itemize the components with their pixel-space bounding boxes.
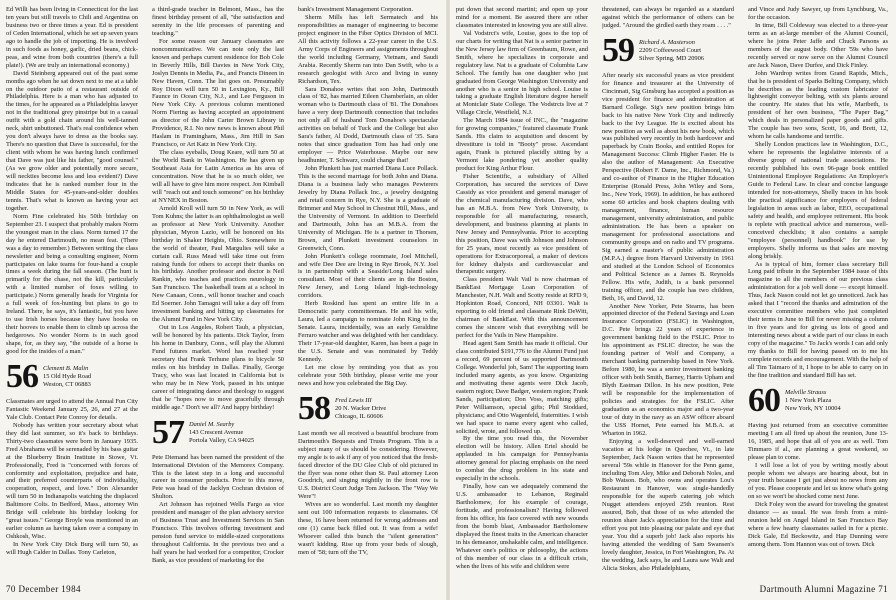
- class-number: 59: [602, 31, 634, 69]
- column-paragraph: Fisher Scientific, a subsidiary of Allied Corporation, has secured the services of Dave Cassidy as vice president and general manager of the chemical manufacturing division. Dave, who has an M.B.A. from New York University, is responsible for all manufacturing, research, development, and business planning at plants in New Jersey and Pennsylvania. Prior to accepting this position, Dave was with Johnson and Johnson for 25 years, most recently as vice president of operations for Extracorporeal, a maker of devices for kidney dialysis and cardiovascular and therapeutic surgery.: [456, 173, 588, 276]
- column-paragraph: Finally, how can we adequately commend the U.S. ambassador to Lebanon, Reginald Bartholomew, for his example of courage, fortitude, and professionalism? Having followed from his office, his face covered with new wounds from the bomb blast, Ambassador Bartholomew displayed the finest traits in the American character in his demeanor, unshakable calm, and intelligence. Whatever one's politics or philosophy, the actions of this member of our class in a difficult crisis, when the lives of his wife and children were: [456, 483, 588, 570]
- column-paragraph: Last month we all received a beautiful brochure from Dartmouth's Bequests and Trusts Program. This is a subject many of us should be considering. However, my angle is to ask if any of you noticed that the fresh-faced director of the DU Glee Club of old pictured in the flyer was none other than St. Paul attorney Leon Goodrich, and singing mightily in the front row is U.S. District Court Judge Tom Jackson. The "Way We Were"!: [298, 429, 438, 501]
- class-header-59: [602, 31, 734, 69]
- address-line-1: 15 Old Hyde Road: [43, 372, 92, 380]
- column-paragraph: Enjoying a well-deserved and well-earned vacation at his lodge in Quechee, Vt., in late September, Jack Nason writes that he represented several '59s while in Hanover for the Penn game, including Tom Aley, Mike and Deborah Noles, and Bob Watson. Bob, who owns and operates Lou's Restaurant in Hanover, was single-handedly responsible for the superb catering job which Nugget attendees enjoyed 25th reunion. Rest assured, Bob, that those of us who attended the reunion share Jack's appreciation for the time and effort you put into pleasing our palate and eye that year. You did a superb job! Jack also reports his having attended the wedding of Sam Swansen's lovely daughter, Jessica, in Fort Washington, Pa. At the wedding, Jack says, he and Laura saw Walt and Alicia Stokes, also Philadelphians,: [602, 437, 734, 572]
- class-number: 60: [748, 381, 780, 419]
- column-paragraph: Head agent Sam Smith has made it official. Our class contributed $191,776 to the Alumni Fund just a record, 69 percent of us supported Dartmouth College. Wonderful job, Sam! The supporting team included many agents, as you know. Organizing and motivating these agents were Dick Jacob, eastern region; Dave Badger, western region; Frank Sands, participation; Don Voss, matching gifts; Peter Williamson, special gifts; Phil Stoddard, physicians; and Otto Wagenfeld, fraternities. I wish we had space to name every agent who called, solicited, wrote, and followed up.: [456, 340, 588, 435]
- address-line-1: 143 Crescent Avenue: [189, 428, 244, 436]
- address-line-2: Portola Valley, CA 94025: [189, 436, 255, 444]
- class-secretary-address: [43, 362, 91, 389]
- right-column-2: [602, 6, 734, 572]
- secretary-name: Fred Lewis III: [335, 396, 372, 404]
- column-paragraph: Val Vodstrct's wife, Louise, goes to the top of our charts for writing that Nat is a senior partner in the New Jersey law firm of Greenbaum, Rowe, and Smith, where he specializes in corporate and regulatory law. Nat is a graduate of Columbia Law School. The family has one daughter who just graduated from George Washington University and another who is a senior in high school. Louise is taking a graduate English literature degree herself at Montclair State College. The Vodstrcts live at 7 Village Circle, Westfield, N.J.: [456, 29, 588, 117]
- column-paragraph: Dick Foley won the award for traveling the greatest distance — as usual. He was fresh from a mini-reunion held on Angel Island in San Francisco Bay where a few hearty classmates sailed in for a picnic. Dick Gale, Ed Beckowitz, and Hap Dunning were among them. Tom Hannon was out of town. Dick: [748, 501, 888, 549]
- left-column-3: [298, 6, 438, 572]
- secretary-name: Melville Strauss: [785, 388, 827, 396]
- secretary-name: Daniel M. Searby: [189, 420, 235, 428]
- class-number: 57: [152, 413, 184, 451]
- address-line-1: 1 New York Plaza: [785, 396, 832, 404]
- left-column-2: [152, 6, 284, 572]
- column-paragraph: David Steinberg appeared out of the past some months ago when he sat down next to me at a table on the outdoor patio of a restaurant outside of Philadelphia. Here is a man who has adjusted to the times, for he appeared as a Philadelphia lawyer not in the traditional grey pinstripe but in a casual outfit with a gold chain around his well-tanned neck, shirt unbuttoned. That's real confidence when you don't always have to dress as the books say. There's no question that Dave is successful, for the client with whom he was having lunch confirmed that Dave was just like his father, "good counsel." (As we grow older and potentially more secure, will neckties become less and less evident?) Dave indicates that he is ranked number four in the Middle States for 45-years-and-older doubles tennis. That's what is known as having your act together.: [6, 69, 138, 212]
- right-page: [448, 0, 896, 600]
- column-paragraph: bank's Investment Management Corporation.: [298, 6, 414, 13]
- column-paragraph: Arnold Kroll will turn 50 in New York, as will Tom Kuhns; the latter is an ophthalmologist as well as professor at New York University. Another physician, Myron Lazio, will be honored on his birthday in Shaker Heights, Ohio. Somewhere in the world of theater, Paul Margulies will take a curtain call. Russ Mead will take time out from raising funds for others to accept their thanks on his birthday. Another professor and doctor is Neil Rankin, who teaches and practices neurology in San Francisco. The basketball team at a school in New Canaan, Conn., will honor teacher and coach Ed Soerner. John Tamagni will take a day off from investment banking and hitting up classmates for the Alumni Fund in New York City.: [152, 204, 284, 324]
- column-paragraph: Art Johnson has rejoined Wells Fargo as vice president and manager of the plan advisory service of Business Trust and Investment Services in San Francisco. This involves offering investment and pension fund service to middle-sized corporations throughout California. In the previous two and a half years he had worked for a competitor, Crocker Bank, as vice president of marketing for the: [152, 501, 284, 564]
- class-header-56: [6, 357, 138, 395]
- address-line-2: New York, NY 10004: [785, 404, 841, 412]
- column-paragraph: Let me close by reminding you that as you celebrate your 50th birthday, please write me your news and how you celebrated the Big Day.: [298, 363, 438, 387]
- class-secretary-address: [785, 386, 841, 413]
- column-paragraph: Nobody has written your secretary about what they did last summer, so it's back to birthdays. Thirty-two classmates were born in January 1935. Fred Abrahams will be serenaded by his bass guitar at the Blueberry Brain Institute in Stowe, Vt. Professionally, Fred is "concerned with forces of conformity and exploitation, prejudice and hate, and their preferred counterparts of individuality, cooperation, respect, and love." Don Alexander will turn 50 in Indianapolis watching the displaced Baltimore Colts. In Bedford, Mass., attorney Win Bridge will celebrate his birthday looking for "great issues." George Broyle was mentioned in an earlier column as having taken over a company in Oshkosh, Wisc.: [6, 421, 138, 541]
- column-paragraph: Sherm Mills has left Sermatech and his responsibilities as manager of engineering to become project engineer in the Fiber Optics Division of MCI. All this activity follows a 22-year career in the U.S. Army Corps of Engineers and assignments throughout the world including Germany, Vietnam, and Saudi Arabia. Recently Sherm ran into Dan Swift, who is a research geologist with Arco and living in sunny Richardson, Tex.: [298, 13, 438, 85]
- column-paragraph: Wives are so wonderful. Last month my daughter sent out 100 information requests to classmates. Of these, 16 have been returned for wrong addresses and one (1) came back filled out. It was from a wife! Whoever called this bunch the "silent generation" wasn't kidding. Rise up from your beds of slough, men of '58; turn off the TV,: [298, 501, 438, 557]
- column-paragraph: Ed Willi has been living in Connecticut for the last ten years but still travels to Chili and Argentina on business two or three times a year. Ed is president of Ceden International, which he set up seven years ago to handle the job of importing. He is involved in such foods as honey, garlic, dried beans, chick-peas, and wine from both countries (there's a full plate!). (We are truly an international economy.): [6, 6, 138, 69]
- column-paragraph: After nearly six successful years as vice president for finance and treasurer at the University of Cincinnati, Sig Ginsburg has accepted a position as vice president for finance and administration at Barnard College. Sig's new position brings him back to his native New York City and indirectly back to the Ivy League. He is excited about his new position as well as about his new book, which was published very recently in both hardcover and paperback by Crain Books, and entitled Ropes for Management Success: Climb Higher Faster. He is also the author of Management: An Executive Perspective (Robert F. Dame, Inc., Richmond, Va.) and co-author of Finance in the Higher Education Enterprise (Ronald Press, John Wiley and Sons, Inc., New York, 1969). In addition, he has authored some 60 articles and book chapters dealing with management, finance, human resource management, university administration, and public administration. He has been a speaker on management for professional associations and community groups and on radio and TV programs. Sig earned a master's of public administration (M.P.A.) degree from Harvard University in 1961 and studied at the London School of Economics and Political Science as a James B. Reynolds Fellow. His wife, Judith, is a bank personnel training officer, and the couple has two children, Beth, 16, and David, 12.: [602, 71, 734, 302]
- column-paragraph: For some reason our January classmates are noncommunicative. We can note only the last known and perhaps current residence for Bob Cole in Beverly Hills, Bill Davies in New York City, Joslyn Dennis in Media, Pa., and Francis Dineen in New Haven, Conn. The list goes on. Presumably Roy Dixon will turn 50 in Lexington, Ky., Bill Faunce in Ocean City, N.J., and Lee Ferguson in New York City. A previous column mentioned Norm Fiering as having accepted an appointment as director of the John Carter Brown Library in Providence, R.I. No new news is known about Phil Haslam in Framingham, Mass., Jim Hill in San Francisco, or Art Katz in New York City.: [152, 37, 284, 149]
- column-paragraph: In New York City Dick Burg will turn 50, as will Hugh Calder in Dallas. Tony Carleton,: [6, 541, 138, 557]
- address-line-2: Silver Spring, MD 20906: [639, 54, 704, 62]
- column-paragraph: John Plunkett has just married Diana Luce Pollack. This is the second marriage for both John and Diana. Diana is a business lady who manages Pewterers Jewelry by Diana Pollack Inc., a jewelry designing and retail concern in Rye, N.Y. She is a graduate of Brimmer and May School in Chestnut Hill, Mass., and the University of Vermont. In addition to Deerfield and Dartmouth, John has an M.B.A. from the University of Michigan. He is a partner in Thorsen, Brown, and Plunkett investment counselors in Greenwich, Conn.: [298, 165, 438, 252]
- column-paragraph: The class eyeballs, Doug Keare, will turn 50 at the World Bank in Washington. He has given up Southeast Asia for Latin America as his area of concentration. Now that he is so much older, we will all have to give him more respect. Jon Kimball will "reach out and touch someone" on his birthday at NYNEX in Boston.: [152, 149, 284, 204]
- class-secretary-address: [189, 418, 254, 445]
- right-column-1: [456, 6, 588, 572]
- address-line-2: Chicago, IL 60606: [335, 412, 383, 420]
- column-paragraph: Herb Roskind has spent an entire life in a Democratic party committeeman. He and his wife, Laura, led a campaign to nominate John King to the Senate. Laura, incidentally, was an early Geraldine Ferraro watcher and was delighted with her candidacy. Their 17-year-old daughter, Karen, has been a page in the U.S. Senate and was nominated by Teddy Kennedy.: [298, 300, 438, 363]
- column-paragraph: and Vince and Judy Sawyer, up from Lynchburg, Va., for the occasion.: [748, 6, 888, 21]
- page-folio-left: 70 December 1984: [6, 584, 81, 594]
- class-header-58: [298, 389, 438, 427]
- column-paragraph: Shelly London practices law in Washington, D.C., where he represents the legislative interests of a diverse group of national trade associations. He recently published his own 96-page book entitled Unintentional Employee Regulations: An Employer's Guide to Federal Law. In clear and concise language intended for non-attorneys, Shelly traces in his book the practical significance for employers of federal legislation in areas such as labor, EEO, occupational safety and health, and employee retirement. His book is replete with practical advice and numerous, well-conceived checklists; it also contains a sample "employee (personnel) handbook" for use by employers. Shelly informs us that sales are moving along briskly.: [748, 141, 888, 260]
- column-paragraph: a third-grade teacher in Belmont, Mass., has the finest birthday present of all, "the satisfaction and serenity in the life processes of parenting and teaching.": [152, 6, 284, 37]
- left-column-1: [6, 6, 138, 572]
- class-secretary-address: [335, 394, 386, 421]
- class-header-60: [748, 381, 888, 419]
- secretary-name: Richard A. Masterson: [639, 38, 695, 46]
- class-header-57: [152, 413, 284, 451]
- column-paragraph: Classmates are urged to attend the Annual Fun City Fantastic Weekend January 25, 26, and 27 at the Yale Club. Contact Pete Conroy for details.: [6, 397, 138, 421]
- column-paragraph: put down that second martini; and open up your mind for a moment. Be assured there are other classmates interested in knowing you are still alive.: [456, 6, 588, 29]
- column-paragraph: Another New Yorker, Pete Stearns, has been appointed director of the Federal Savings and Loan Insurance Corporation (FSLIC) in Washington, D.C. Pete brings 22 years of experience in government banking field to the FSLIC. Prior to his appointment as FSLIC director, he was the founding partner of Wolf and Company, a merchant banking partnership based in New York. Before 1980, he was a senior investment banking officer with both Smith, Barney, Harris Upham and Blyth Eastman Dillon. In his new position, Pete will be responsible for the implementation of policies and strategies for the FSLIC. After graduation as an economics major and a two-year tour of duty in the navy as an ASW officer aboard the USS Hornet, Pete earned his M.B.A. at Wharton in 1962.: [602, 302, 734, 437]
- column-paragraph: John Wardrop writes from Grand Rapids, Mich., that he is president of Sparks Belting Company, which he describes as the leading custom fabricator of lightweight conveyor belting, with six plants around the country. He states that his wife, Maribeth, is president of her own business, "The Paper Bag," which deals in personalized paper goods and gifts. The couple has two sons, Scott, 16, and Brett, 12, whom he calls handsome and terrific.: [748, 69, 888, 141]
- address-line-1: 2209 Coffeewood Court: [639, 46, 702, 54]
- column-paragraph: I will lose a lot of you by writing mostly about people whom we always are hearing about, but in your truth because I get just about no news from any of you. Please cooperate and let us know what's going on so we won't be shocked come next June.: [748, 461, 888, 501]
- column-paragraph: John Plunkett's college roommate, Joel Mitchell, and wife Dee Dee are living in Rye Brook, N.Y. Joel is in partnership with a Seaside/Long Island sales consultant. Most of their clients are in the Boston, New Jersey, and Long Island high-technology corridors.: [298, 252, 438, 300]
- secretary-name: Clement B. Malin: [43, 364, 89, 372]
- class-number: 56: [6, 357, 38, 395]
- column-paragraph: As is typical of him, former class secretary Bill Long paid tribute in the September 1984 issue of this magazine to all the members of our previous class administration for a job well done — except himself. Thus, Jack Nason could not let go unnoticed. Jack has asked that I "record the thanks and admiration of the executive committee members who just completed their terms in June to Bill for never missing a column in five years and for giving us lots of good and interesting news about a wide part of our class in each copy of the magazine." To Jack's words I can add only my thanks to Bill for having passed on to me his complete records and encouragement. With the help of all Tim Taimaro of it, I hope to be able to carry on in the fine tradition and standard Bill has set.: [748, 260, 888, 379]
- column-paragraph: Pete Diemand has been named the president of the International Division of the Memorex Company. This is the latest step in a long and successful career in consumer products. Prior to this move, Pete was head of the Jacklyn Cochran division of Shulton.: [152, 453, 284, 501]
- column-paragraph: The March 1984 issue of INC., the "magazine for growing companies," featured classmate Frank Sands. His claim to acquisition and descent by divestiture is told in "Booty" prose. Ascendant again, Frank is pictured placidly sitting by a Vermont lake pondering yet another quality product for King Arthur Flour.: [456, 117, 588, 173]
- address-line-1: 20 N. Wacker Drive: [335, 404, 387, 412]
- class-secretary-address: [639, 36, 704, 63]
- column-paragraph: Class president Walt Vail is now chairman of BankEast Mortgage Loan Corporation of Manchester, N.H. Walt and Scotty reside at RFD 9, Hopkinton Road, Concord, NH 03301. Walt is reporting to old friend and classmate Rink DeWitt, chairman of BankEast. With this announcement comes the sincere wish that everything will be perfect for the Vails in New Hampshire.: [456, 276, 588, 340]
- column-paragraph: Out in Los Angeles, Robert Taub, a physician, will be honored by his patients. Dick Taylor, from his home in Danbury, Conn., will play the Alumni Fund futures market. Word has reached your secretary that Frank Terhune plans to bicycle 50 miles on his birthday in Dallas. Finally, George Tracy, who was last located in California but is who may be in New York, passed in his unique career of integrating dance and theology to suggest that he "hopes now to move gracefully through middle age." Don't we all? And happy birthday!: [152, 324, 284, 411]
- class-number: 58: [298, 389, 330, 427]
- column-paragraph: Sara Donahoe writes that son John, Dartmouth class of '82, has married Eileen Chamberlain, an older woman who is Dartmouth class of '81. The Donahoes have a very deep Dartmouth connection that includes not only all of husband Tom Donahoe's spectacular activities on behalf of Tuck and the College but also Sara's father, Al Dodd, Dartmouth class of '35. Sara notes that since graduation Tom has had only one employer — Price Waterhouse. Maybe our new headhunter, T. Schwarz, could change that!: [298, 85, 438, 165]
- column-paragraph: Having just returned from an executive committee meeting I am all fired up about the reunion, June 13-16, 1985, and hope that all of you are as well. Tom Timmaro if al., are planning a great weekend, so please plan to come.: [748, 421, 888, 461]
- right-column-3: [748, 6, 888, 572]
- column-paragraph: Norm Fine celebrated his 50th birthday on September 23. I suspect that probably makes Norm the youngest man in the class. Norm turned 17 the day he entered Dartmouth, no mean feat. (There was a day to remember.) Between writing the class newsletter and being a consulting engineer, Norm participates on lake teams for four-hand a couple times a week during the fall season. (The hunt is primarily for the chase, not the kill, particularly with a limited number of foxes willing to participate.) Norm generally heads for Virginia for a full week of fox-hunting but plans to go to Ireland. There, he says, it's fantastic, but you have to use Irish horses because they have hooks on their hooves to enable them to climb up across the hedgerows. No wonder Norm is in such good shape, for, as they say, "the outside of a horse is good for the insides of a man.": [6, 212, 138, 355]
- column-paragraph: threatened, can always be regarded as a standard against which the performance of others can be judged. "Around the girdled earth they roam . . . .": [602, 6, 734, 29]
- page-folio-right: Dartmouth Alumni Magazine 71: [759, 584, 888, 594]
- address-line-2: Weston, CT 06883: [43, 380, 91, 388]
- column-paragraph: By the time you read this, the November election will be history. Allen Ertel should be applauded in his campaign for Pennsylvania attorney general for placing emphasis on the need to combat the drug problem in his state and especially in the schools.: [456, 435, 588, 483]
- column-paragraph: In time, Bill Coldeway was elected to a three-year term as an at-large member of the Alumni Council, where he joins Peter Jaffe and Chuck Parsons as members of the august body. Other '59s who have recently served or now serve on the Alumni Council are Jack Nason, Dave Durfee, and Dick Finley.: [748, 21, 888, 69]
